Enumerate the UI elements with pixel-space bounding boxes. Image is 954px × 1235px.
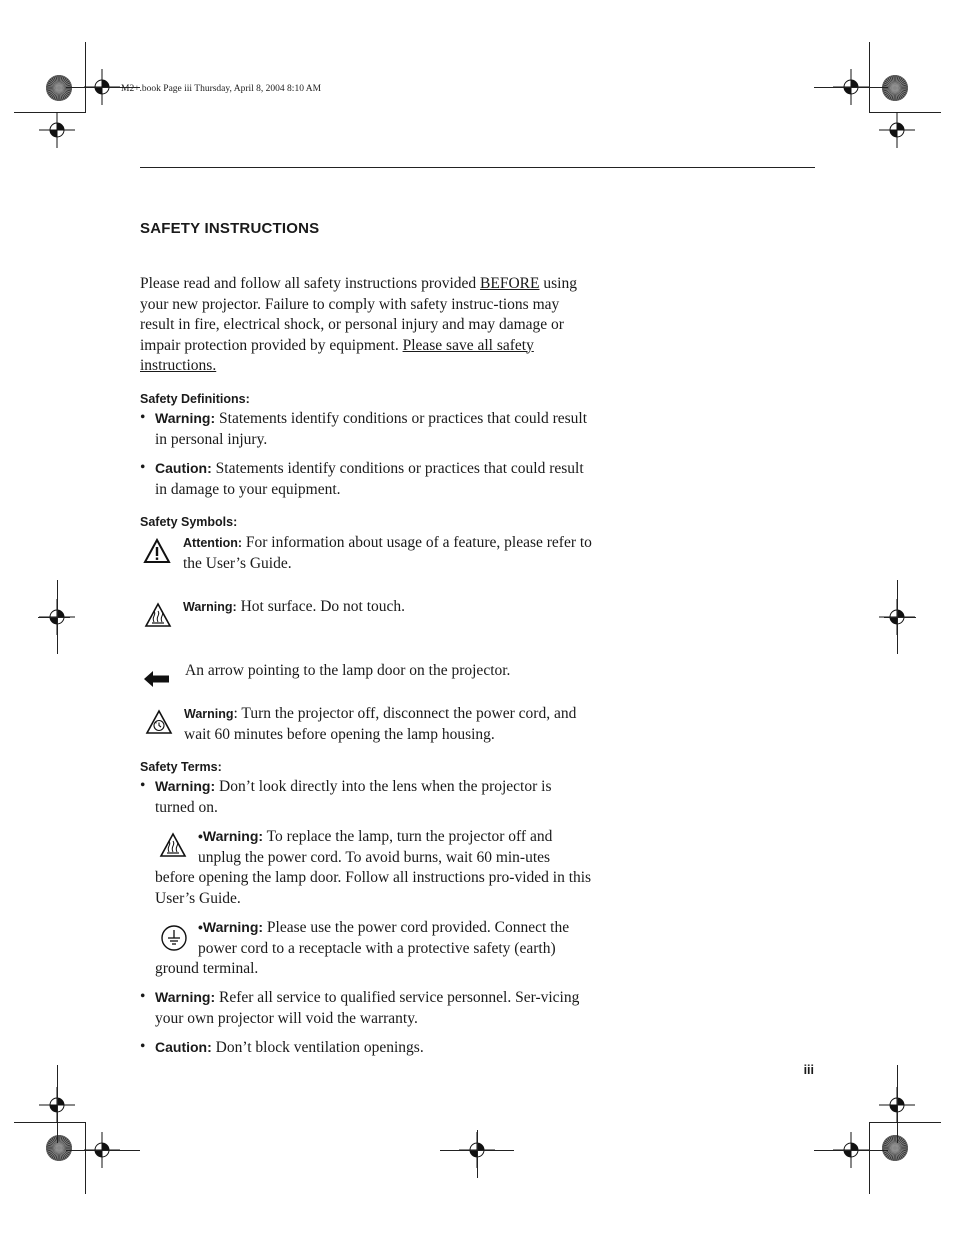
crop-line [869,42,870,112]
symbol-text: Hot surface. Do not touch. [236,598,406,615]
definitions-heading: Safety Definitions: [140,392,250,406]
term-item [140,1037,592,1059]
intro-text-1: Please read and follow all safety instructions provided [140,275,481,292]
crop-line [884,617,916,618]
symbol-term: Attention: [183,536,243,550]
intro-paragraph [140,274,592,377]
crop-line [869,1122,870,1194]
icon-spacer [155,826,198,866]
symbol-description [183,533,593,574]
file-info-header: M2+.book Page iii Thursday, April 8, 2004 8:10 AM [121,84,322,94]
definition-text: Statements identify conditions or practices that could result in personal injury. [155,410,588,448]
intro-before: BEFORE [480,275,540,292]
definition-item [140,458,592,500]
lamp-timer-triangle-icon [145,709,173,735]
term-text: Don’t look directly into the lens when the projector is turned on. [155,778,552,816]
starburst-mark-icon [881,1134,909,1162]
term-keyword: Warning: [202,919,264,935]
bullet-dot: • [140,409,146,426]
crop-line [814,1150,888,1151]
symbol-text: An arrow pointing to the lamp door on the projector. [185,662,511,679]
bullet-dot: • [140,1038,146,1055]
symbol-description [183,597,593,618]
definition-text: Statements identify conditions or practices that could result in damage to your equipment. [155,460,584,498]
crop-line [477,1130,478,1178]
symbol-term: Warning [184,707,234,721]
term-prefix: • [198,828,203,844]
crop-line [38,617,70,618]
term-text: Refer all service to qualified service personnel. Ser-vicing your own projector will void the warranty. [155,989,580,1027]
crop-line [897,580,898,654]
symbol-term: Warning: [183,600,237,614]
bullet-dot: • [140,988,146,1005]
symbol-description [184,704,594,745]
symbols-heading: Safety Symbols: [140,515,238,529]
symbol-text: For information about usage of a feature, please refer to the User’s Guide. [183,534,592,572]
definition-term: Warning: [155,410,216,426]
term-keyword: Warning: [155,778,216,794]
terms-heading: Safety Terms: [140,760,222,774]
registration-mark-icon [879,112,915,148]
term-text: Please use the power cord provided. Connect the power cord to a receptacle with a protective safety (earth) ground terminal. [155,919,570,977]
term-prefix: • [198,919,203,935]
term-item [140,776,592,818]
registration-mark-icon [39,112,75,148]
term-keyword: Caution: [155,1039,212,1055]
intro-save-note: Please save all safety instructions. [140,336,534,374]
intro-text-2: using your new projector. Failure to comply with safety instruc-tions may result in fire, electrical shock, or personal injury and may damage or impair protection provided by equipment. [140,275,577,354]
symbol-text: : Turn the projector off, disconnect the power cord, and wait 60 minutes before opening the lamp housing. [184,705,577,743]
definition-term: Caution: [155,460,212,476]
page-title: SAFETY INSTRUCTIONS [140,220,320,237]
crop-line [897,1065,898,1143]
exclamation-triangle-icon [143,538,171,564]
term-keyword: Warning: [202,828,264,844]
symbol-description [185,661,595,682]
starburst-mark-icon [45,74,73,102]
term-text: To replace the lamp, turn the projector off and unplug the power cord. To avoid burns, wait 60 min-utes before opening the lamp door. Follow all instructions pro-vided in this User’s Guide. [155,828,592,907]
crop-line [57,1065,58,1143]
term-item [155,826,592,909]
definition-item [140,408,592,450]
icon-spacer [155,917,198,957]
crop-line [66,1150,140,1151]
term-text: Don’t block ventilation openings. [211,1039,424,1056]
starburst-mark-icon [881,74,909,102]
crop-line [814,87,888,88]
page-number: iii [803,1063,814,1077]
starburst-mark-icon [45,1134,73,1162]
bullet-dot: • [140,459,146,476]
term-keyword: Warning: [155,989,216,1005]
header-rule [140,167,815,168]
left-arrow-icon [143,670,171,688]
crop-line [57,580,58,654]
term-item [155,917,592,980]
term-item [140,987,592,1029]
hot-surface-triangle-icon [144,602,172,628]
bullet-dot: • [140,777,146,794]
